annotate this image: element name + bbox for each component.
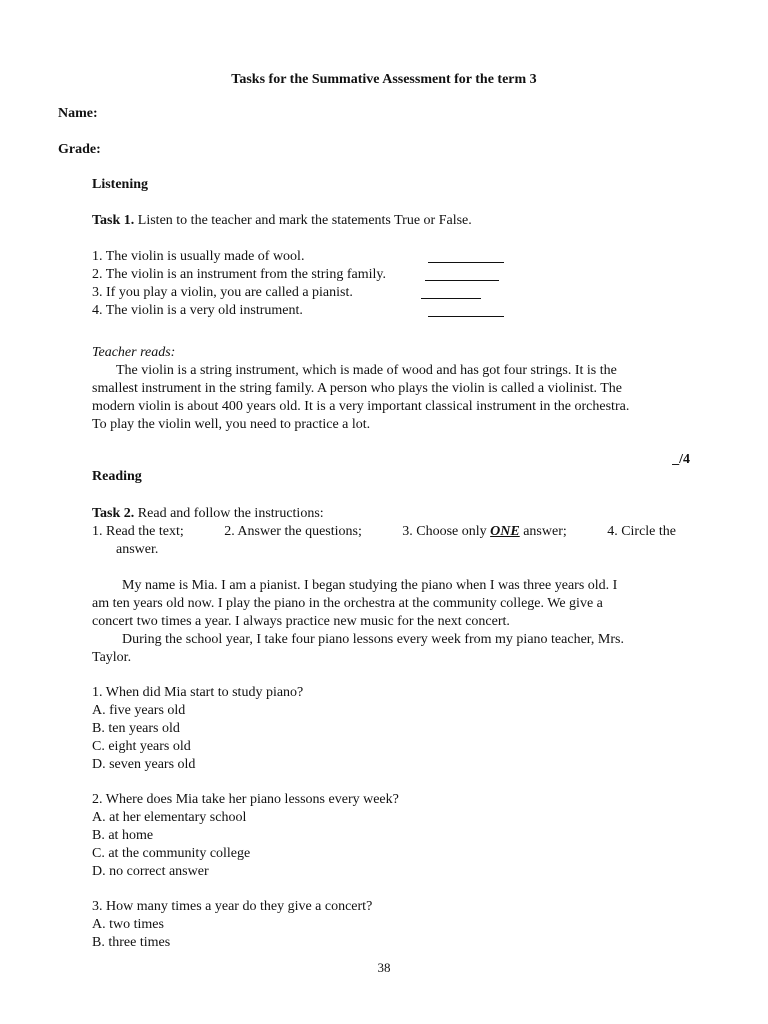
teacher-text-line-2: smallest instrument in the string family. A person who plays the violin is called a violinist. The	[92, 381, 622, 396]
task2-label: Task 2.	[92, 506, 135, 521]
statement-3: 3. If you play a violin, you are called a pianist.	[92, 285, 353, 300]
question-1: 1. When did Mia start to study piano?	[92, 685, 304, 700]
q2-option-c[interactable]: C. at the community college	[92, 846, 251, 861]
passage-p1-line-2: am ten years old now. I play the piano in the orchestra at the community college. We give a	[92, 596, 603, 611]
grade-label: Grade:	[58, 142, 101, 157]
name-label: Name:	[58, 106, 98, 121]
answer-blank-2[interactable]	[425, 280, 499, 281]
task1-text: Listen to the teacher and mark the statements True or False.	[134, 213, 472, 228]
listening-heading: Listening	[92, 177, 149, 192]
q3-option-b[interactable]: B. three times	[92, 935, 171, 950]
q1-option-d[interactable]: D. seven years old	[92, 757, 196, 772]
passage-p2-line-1: During the school year, I take four piano lessons every week from my piano teacher, Mrs.	[122, 632, 624, 647]
instructions-line	[92, 523, 676, 541]
teacher-text-line-1: The violin is a string instrument, which is made of wood and has got four strings. It is the	[116, 363, 617, 378]
teacher-text-line-3: modern violin is about 400 years old. It is a very important classical instrument in the orchestra.	[92, 399, 630, 414]
instruction-4: 4. Circle the	[607, 524, 676, 539]
q1-option-a[interactable]: A. five years old	[92, 703, 186, 718]
passage-p2-line-2: Taylor.	[92, 650, 132, 665]
one-emphasis: ONE	[490, 524, 520, 539]
teacher-reads-label: Teacher reads:	[92, 345, 176, 360]
instruction-1: 1. Read the text;	[92, 524, 184, 539]
passage-p1-line-1: My name is Mia. I am a pianist. I began studying the piano when I was three years old. I	[122, 578, 618, 593]
passage-p1-line-3: concert two times a year. I always practice new music for the next concert.	[92, 614, 510, 629]
statement-2: 2. The violin is an instrument from the string family.	[92, 267, 386, 282]
q1-option-b[interactable]: B. ten years old	[92, 721, 180, 736]
instruction-4-cont: answer.	[116, 542, 159, 557]
q2-option-b[interactable]: B. at home	[92, 828, 154, 843]
question-2: 2. Where does Mia take her piano lessons every week?	[92, 792, 399, 807]
answer-blank-3[interactable]	[421, 298, 481, 299]
answer-blank-4[interactable]	[428, 316, 504, 317]
q2-option-d[interactable]: D. no correct answer	[92, 864, 209, 879]
instruction-3-text: 3. Choose only	[402, 524, 491, 539]
instruction-3-end: answer;	[519, 524, 567, 539]
task1-label: Task 1.	[92, 213, 135, 228]
instruction-3	[402, 523, 567, 541]
q3-option-a[interactable]: A. two times	[92, 917, 164, 932]
instruction-2: 2. Answer the questions;	[224, 524, 362, 539]
statement-1: 1. The violin is usually made of wool.	[92, 249, 305, 264]
teacher-text-line-4: To play the violin well, you need to practice a lot.	[92, 417, 371, 432]
answer-blank-1[interactable]	[428, 262, 504, 263]
listening-score: _/4	[672, 452, 690, 467]
page-title: Tasks for the Summative Assessment for the term 3	[231, 72, 537, 87]
page-number: 38	[377, 960, 391, 975]
q2-option-a[interactable]: A. at her elementary school	[92, 810, 247, 825]
task2-instruction	[92, 505, 324, 523]
statement-4: 4. The violin is a very old instrument.	[92, 303, 303, 318]
question-3: 3. How many times a year do they give a concert?	[92, 899, 373, 914]
reading-heading: Reading	[92, 469, 142, 484]
task1-instruction	[92, 212, 472, 230]
q1-option-c[interactable]: C. eight years old	[92, 739, 191, 754]
task2-text: Read and follow the instructions:	[134, 506, 324, 521]
